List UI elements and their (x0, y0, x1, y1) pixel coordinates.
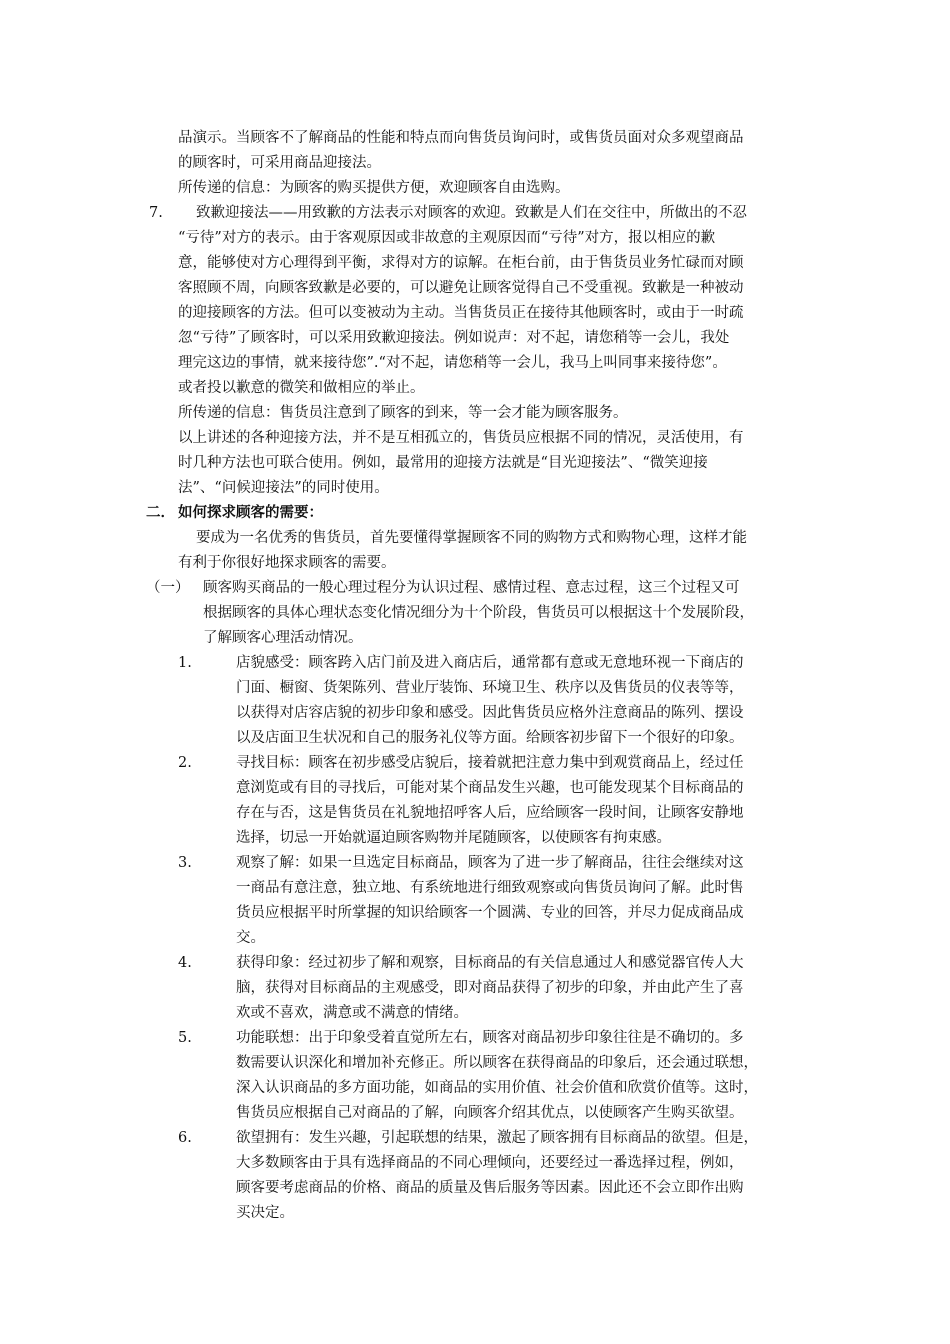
section-number: 二． (146, 504, 175, 521)
list-item-line: 观察了解：如果一旦选定目标商品，顾客为了进一步了解商品，往往会继续对这 (236, 855, 744, 871)
list-item-line: 买决定。 (236, 1205, 294, 1221)
list-item-line: 欲望拥有：发生兴趣，引起联想的结果，激起了顾客拥有目标商品的欲望。但是， (236, 1130, 758, 1146)
paragraph-line: 根据顾客的具体心理状态变化情况细分为十个阶段，售货员可以根据这十个发展阶段， (203, 605, 754, 621)
list-item-line: 获得印象：经过初步了解和观察，目标商品的有关信息通过人和感觉器官传人大 (236, 955, 744, 971)
list-number: 3. (178, 855, 192, 871)
paragraph-line: 的迎接顾客的方法。但可以变被动为主动。当售货员正在接待其他顾客时，或由于一时疏 (178, 305, 744, 321)
list-item-line: 欢或不喜欢，满意或不满意的情绪。 (236, 1005, 468, 1021)
list-item-line: 数需要认识深化和增加补充修正。所以顾客在获得商品的印象后，还会通过联想， (236, 1055, 758, 1071)
paragraph-line: 忽“亏待”了顾客时，可以采用致歉迎接法。例如说声：对不起，请您稍等一会儿，我处 (178, 330, 730, 346)
paragraph-line: 有利于你很好地探求顾客的需要。 (178, 555, 396, 571)
paragraph-line: 所传递的信息：售货员注意到了顾客的到来，等一会才能为顾客服务。 (178, 405, 628, 421)
section-heading: 如何探求顾客的需要： (178, 504, 323, 521)
paragraph-line: 了解顾客心理活动情况。 (203, 630, 363, 646)
paragraph-line: 致歉迎接法——用致歉的方法表示对顾客的欢迎。致歉是人们在交往中，所做出的不忍 (196, 205, 747, 221)
paragraph-line: 顾客购买商品的一般心理过程分为认识过程、感情过程、意志过程，这三个过程又可 (203, 580, 740, 596)
list-item-line: 功能联想：出于印象受着直觉所左右，顾客对商品初步印象往往是不确切的。多 (236, 1030, 744, 1046)
paragraph-line: 要成为一名优秀的售货员，首先要懂得掌握顾客不同的购物方式和购物心理，这样才能 (196, 530, 747, 546)
paragraph-line: 客照顾不周，向顾客致歉是必要的，可以避免让顾客觉得自己不受重视。致歉是一种被动 (178, 280, 744, 296)
paragraph-line: 理完这边的事情，就来接待您”.“对不起，请您稍等一会儿，我马上叫同事来接待您”。 (178, 355, 727, 371)
paragraph-line: “亏待”对方的表示。由于客观原因或非故意的主观原因而“亏待”对方，报以相应的歉 (178, 230, 716, 246)
list-item-line: 售货员应根据自己对商品的了解，向顾客介绍其优点，以使顾客产生购买欲望。 (236, 1105, 744, 1121)
paragraph-line: 以上讲述的各种迎接方法，并不是互相孤立的，售货员应根据不同的情况，灵活使用，有 (178, 430, 744, 446)
paragraph-line: 品演示。当顾客不了解商品的性能和特点而向售货员询问时，或售货员面对众多观望商品 (178, 130, 744, 146)
list-item-line: 存在与否，这是售货员在礼貌地招呼客人后，应给顾客一段时间，让顾客安静地 (236, 805, 744, 821)
list-item-line: 交。 (236, 930, 265, 946)
list-item-line: 以及店面卫生状况和自己的服务礼仪等方面。给顾客初步留下一个很好的印象。 (236, 730, 744, 746)
paragraph-line: 意，能够使对方心理得到平衡，求得对方的谅解。在柜台前，由于售货员业务忙碌而对顾 (178, 255, 744, 271)
list-item-line: 寻找目标：顾客在初步感受店貌后，接着就把注意力集中到观赏商品上，经过任 (236, 755, 744, 771)
list-item-line: 货员应根据平时所掌握的知识给顾客一个圆满、专业的回答，并尽力促成商品成 (236, 905, 744, 921)
list-number: 4. (178, 955, 192, 971)
list-number: 7. (149, 205, 163, 221)
list-number: 6. (178, 1130, 192, 1146)
list-item-line: 大多数顾客由于具有选择商品的不同心理倾向，还要经过一番选择过程，例如， (236, 1155, 744, 1171)
list-number: 5. (178, 1030, 192, 1046)
list-number: 2. (178, 755, 192, 771)
subsection-number: （一） (146, 580, 190, 596)
list-item-line: 门面、橱窗、货架陈列、营业厅装饰、环境卫生、秩序以及售货员的仪表等等， (236, 680, 744, 696)
paragraph-line: 时几种方法也可联合使用。例如，最常用的迎接方法就是“目光迎接法”、“微笑迎接 (178, 455, 708, 471)
list-item-line: 意浏览或有目的寻找后，可能对某个商品发生兴趣，也可能发现某个目标商品的 (236, 780, 744, 796)
paragraph-line: 所传递的信息：为顾客的购买提供方便，欢迎顾客自由选购。 (178, 180, 570, 196)
list-item-line: 脑，获得对目标商品的主观感受，即对商品获得了初步的印象，并由此产生了喜 (236, 980, 744, 996)
list-item-line: 深入认识商品的多方面功能，如商品的实用价值、社会价值和欣赏价值等。这时， (236, 1080, 758, 1096)
paragraph-line: 的顾客时，可采用商品迎接法。 (178, 155, 381, 171)
list-item-line: 一商品有意注意，独立地、有系统地进行细致观察或向售货员询问了解。此时售 (236, 880, 744, 896)
list-number: 1. (178, 655, 192, 671)
list-item-line: 店貌感受：顾客跨入店门前及进入商店后，通常都有意或无意地环视一下商店的 (236, 655, 744, 671)
list-item-line: 选择，切忌一开始就逼迫顾客购物并尾随顾客，以使顾客有拘束感。 (236, 830, 671, 846)
paragraph-line: 法”、“问候迎接法”的同时使用。 (178, 480, 389, 496)
list-item-line: 顾客要考虑商品的价格、商品的质量及售后服务等因素。因此还不会立即作出购 (236, 1180, 744, 1196)
paragraph-line: 或者投以歉意的微笑和做相应的举止。 (178, 380, 425, 396)
list-item-line: 以获得对店容店貌的初步印象和感受。因此售货员应格外注意商品的陈列、摆设 (236, 705, 744, 721)
